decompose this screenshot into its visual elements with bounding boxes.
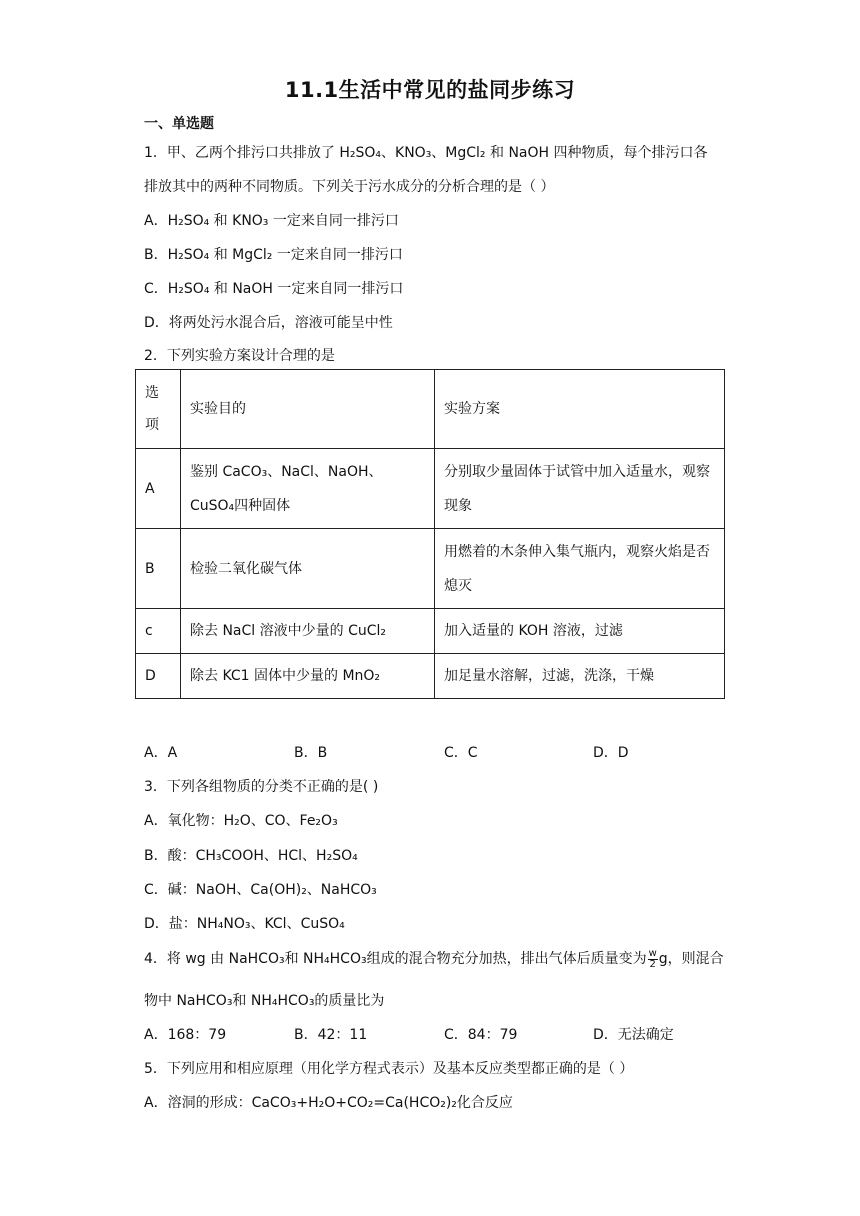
q1-option-a: A．H₂SO₄ 和 KNO₃ 一定来自同一排污口 — [144, 213, 399, 229]
table-header-cell: 实验方案 — [435, 370, 725, 449]
q2-option-a: A．A — [144, 745, 178, 761]
table-cell: B — [136, 529, 181, 609]
q1-option-c: C．H₂SO₄ 和 NaOH 一定来自同一排污口 — [144, 281, 404, 297]
table-cell: 加足量水溶解，过滤，洗涤，干燥 — [435, 654, 725, 699]
table-row — [136, 609, 725, 654]
table-row — [136, 654, 725, 699]
q2-option-d: D．D — [593, 745, 629, 761]
q3-option-d: D．盐：NH₄NO₃、KCl、CuSO₄ — [144, 916, 345, 932]
table-cell: 鉴别 CaCO₃、NaCl、NaOH、CuSO₄四种固体 — [181, 449, 435, 529]
q4-stem-part2: g，则混合 — [658, 951, 724, 967]
q4-stem-line2: 物中 NaHCO₃和 NH₄HCO₃的质量比为 — [144, 993, 385, 1009]
q4-stem-part1: 4．将 wg 由 NaHCO₃和 NH₄HCO₃组成的混合物充分加热，排出气体后质量变为 — [144, 951, 647, 967]
fraction-numerator: w — [648, 947, 657, 959]
q4-stem-line1 — [144, 948, 724, 970]
table-cell: 检验二氧化碳气体 — [181, 529, 435, 609]
q3-stem: 3．下列各组物质的分类不正确的是( ) — [144, 779, 379, 795]
q1-stem-line2: 排放其中的两种不同物质。下列关于污水成分的分析合理的是（ ） — [144, 179, 555, 195]
q3-option-b: B．酸：CH₃COOH、HCl、H₂SO₄ — [144, 848, 358, 864]
q4-option-a: A．168：79 — [144, 1027, 227, 1043]
q2-option-b: B．B — [294, 745, 328, 761]
page-title: 11.1生活中常见的盐同步练习 — [284, 78, 576, 102]
table-cell: 用燃着的木条伸入集气瓶内，观察火焰是否熄灭 — [435, 529, 725, 609]
q3-option-c: C．碱：NaOH、Ca(OH)₂、NaHCO₃ — [144, 882, 377, 898]
section-heading: 一、单选题 — [144, 116, 214, 132]
q1-option-b: B．H₂SO₄ 和 MgCl₂ 一定来自同一排污口 — [144, 247, 403, 263]
table-cell: 除去 KC1 固体中少量的 MnO₂ — [181, 654, 435, 699]
q5-stem: 5．下列应用和相应原理（用化学方程式表示）及基本反应类型都正确的是（ ） — [144, 1061, 634, 1077]
table-cell: 加入适量的 KOH 溶液，过滤 — [435, 609, 725, 654]
table-cell: 分别取少量固体于试管中加入适量水，观察现象 — [435, 449, 725, 529]
fraction-denominator: 2 — [649, 958, 656, 970]
q3-option-a: A．氧化物：H₂O、CO、Fe₂O₃ — [144, 813, 338, 829]
table-header-row — [136, 370, 725, 449]
table-row — [136, 449, 725, 529]
q4-options — [144, 1024, 744, 1044]
q2-option-c: C．C — [444, 745, 478, 761]
table-header-cell: 实验目的 — [181, 370, 435, 449]
w-over-2-fraction — [648, 949, 658, 970]
table-header-cell: 选项 — [136, 370, 181, 449]
q4-option-d: D．无法确定 — [593, 1027, 674, 1043]
table-cell: 除去 NaCl 溶液中少量的 CuCl₂ — [181, 609, 435, 654]
q5-option-a: A．溶洞的形成：CaCO₃+H₂O+CO₂=Ca(HCO₂)₂化合反应 — [144, 1095, 513, 1111]
table-row — [136, 529, 725, 609]
q2-stem: 2．下列实验方案设计合理的是 — [144, 348, 335, 364]
experiment-table — [135, 369, 725, 699]
q1-option-d: D．将两处污水混合后，溶液可能呈中性 — [144, 315, 393, 331]
table-cell: D — [136, 654, 181, 699]
q4-option-c: C．84：79 — [444, 1027, 518, 1043]
table-cell: c — [136, 609, 181, 654]
q1-stem-line1: 1．甲、乙两个排污口共排放了 H₂SO₄、KNO₃、MgCl₂ 和 NaOH 四种物质，每个排污口各 — [144, 145, 708, 161]
q4-option-b: B．42：11 — [294, 1027, 368, 1043]
q2-options — [144, 742, 744, 762]
table-cell: A — [136, 449, 181, 529]
